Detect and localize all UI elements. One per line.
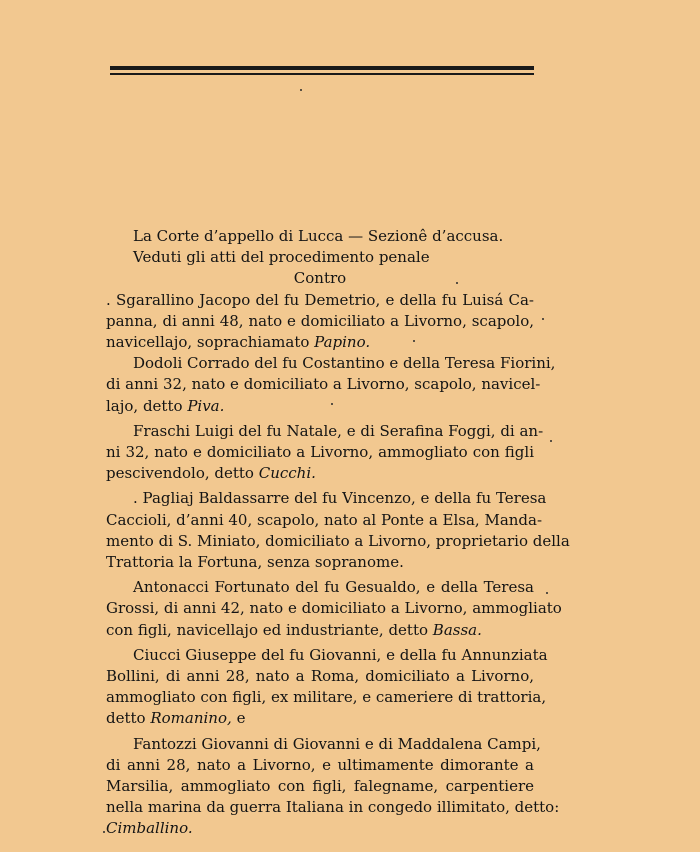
defendant-paragraph [106,577,562,641]
text-line: ammogliato con figli, ex militare, e cameriere di trattoria, [106,688,547,707]
line-text: detto [106,709,146,728]
line-text: con figli, navicellajo ed industriante, detto [106,620,429,639]
defendant-paragraph [106,421,544,485]
text-line [106,463,534,484]
text-line: . Pagliaj Baldassarre del fu Vincenzo, e della fu Teresa [133,489,547,508]
text-line: di anni 28, nato a Livorno, e ultimamente dimorante a [106,755,534,774]
line-text: navicellajo, soprachiamato [106,333,310,352]
text-line: panna, di anni 48, nato e domiciliato a Livorno, scapolo, [106,311,534,330]
defendant-paragraph [106,488,570,573]
heading-court: La Corte d’appello di Lucca — Sezionê d’accusa. [133,227,504,245]
nickname: Papino. [314,333,371,352]
text-line: di anni 32, nato e domiciliato a Livorno, scapolo, navicel- [106,375,541,394]
text-line [106,396,534,417]
text-line [106,332,534,353]
line-tail: e [236,709,246,728]
text-line: Bollini, di anni 28, nato a Roma, domiciliato a Livorno, [106,667,534,686]
line-text: pescivendolo, detto [106,464,254,483]
text-line [106,818,534,839]
text-line: Antonacci Fortunato del fu Gesualdo, e della Teresa [133,578,534,597]
nickname: Bassa. [432,620,482,639]
defendant-paragraph [106,353,556,417]
print-speck [103,831,105,833]
text-line: Dodoli Corrado del fu Costantino e della Teresa Fiorini, [133,354,556,373]
nickname: Cimballino. [106,819,193,838]
text-line: mento di S. Miniato, domiciliato a Livorno, proprietario della [106,531,570,550]
text-line: Ciucci Giuseppe del fu Giovanni, e della fu Annunziata [133,645,548,664]
defendant-paragraph [106,645,548,730]
text-line: Trattoria la Fortuna, senza sopranome. [106,553,404,572]
text-line: . Sgarallino Jacopo del fu Demetrio, e della fu Luisá Ca- [106,290,534,309]
print-speck [542,318,544,320]
print-speck [456,282,458,284]
header-rule-thin [110,73,534,75]
text-line: Fantozzi Giovanni di Giovanni e di Maddalena Campi, [133,734,541,753]
nickname: Cucchi. [258,464,316,483]
defendant-paragraph [106,290,534,354]
print-speck [546,592,548,594]
text-line [106,620,534,641]
print-speck [331,403,333,405]
print-speck [413,340,415,342]
text-line: Marsilia, ammogliato con figli, falegname, carpentiere [106,777,534,796]
print-speck [550,440,552,442]
text-line: Fraschi Luigi del fu Natale, e di Serafina Foggi, di an- [133,421,544,440]
heading-procedure: Veduti gli atti del procedimento penale [133,248,430,267]
nickname: Romanino, [150,709,232,728]
text-line: ni 32, nato e domiciliato a Livorno, ammogliato con figli [106,443,534,462]
text-line: Caccioli, d’anni 40, scapolo, nato al Ponte a Elsa, Manda- [106,510,543,529]
header-rule-thick [110,66,534,70]
text-line: nella marina da guerra Italiana in congedo illimitato, detto: [106,798,560,817]
document-body [106,226,570,840]
text-line: Grossi, di anni 42, nato e domiciliato a Livorno, ammogliato [106,599,562,618]
nickname: Piva. [187,396,225,415]
text-line [106,708,534,729]
line-text: lajo, detto [106,396,183,415]
print-speck [300,89,302,91]
defendant-paragraph [106,734,560,840]
heading-contro: Contro [293,269,347,288]
